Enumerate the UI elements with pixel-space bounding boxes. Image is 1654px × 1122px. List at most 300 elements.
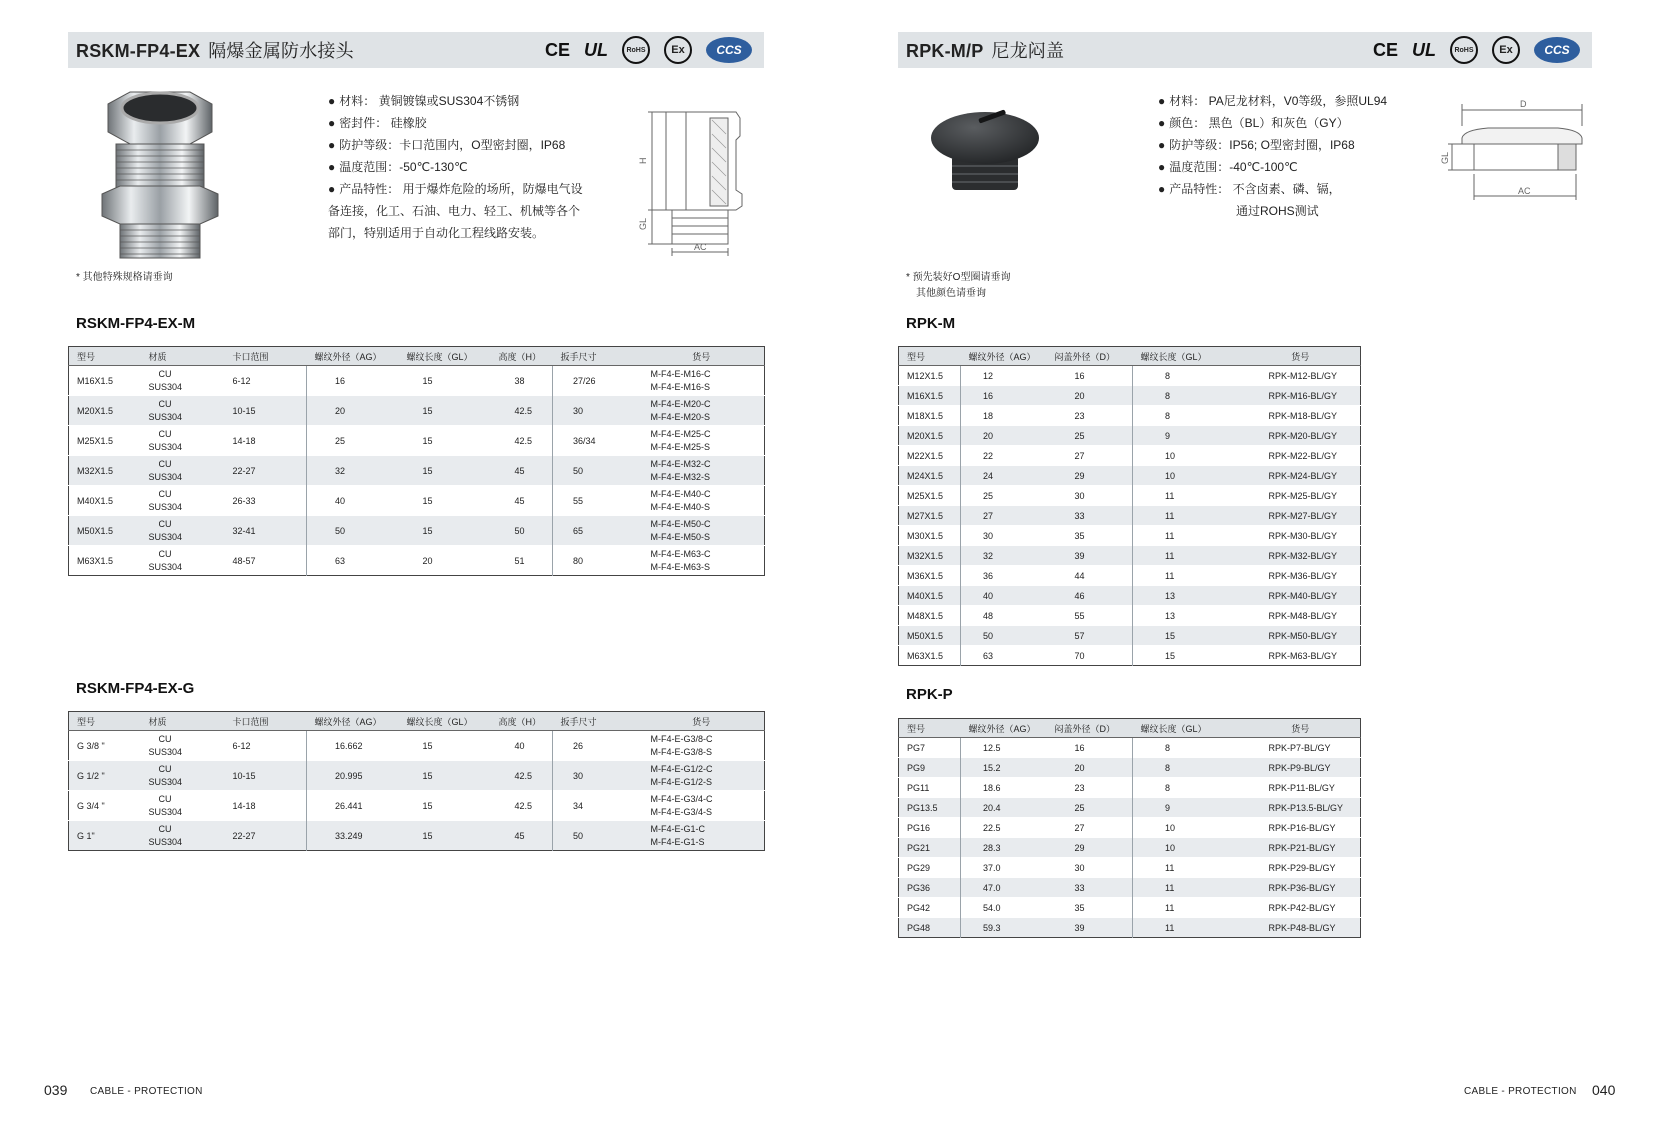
cell-code: RPK-M32-BL/GY bbox=[1233, 546, 1361, 566]
dim-gl-label: GL bbox=[1440, 151, 1450, 164]
cell-code: RPK-M24-BL/GY bbox=[1233, 466, 1361, 486]
cell-model: M18X1.5 bbox=[899, 406, 961, 426]
dim-gl-label: GL bbox=[638, 217, 648, 230]
cell-ag: 48 bbox=[961, 606, 1047, 626]
cell-model: M22X1.5 bbox=[899, 446, 961, 466]
cell-gl: 11 bbox=[1133, 486, 1233, 506]
right-title-bar bbox=[898, 32, 1592, 68]
cell-code: RPK-M25-BL/GY bbox=[1233, 486, 1361, 506]
cell-ag: 47.0 bbox=[961, 878, 1047, 898]
section-title-rpk-p: RPK-P bbox=[906, 686, 953, 703]
cell-gl: 15 bbox=[399, 761, 491, 791]
col-wrench: 扳手尺寸 bbox=[553, 712, 631, 731]
feature-characteristic: ● 产品特性： 用于爆炸危险的场所，防爆电气设 bbox=[328, 178, 583, 200]
col-material: 材质 bbox=[141, 712, 225, 731]
cell-ag: 22.5 bbox=[961, 818, 1047, 838]
ex-mark-icon: Ex bbox=[1492, 36, 1520, 64]
cell-range: 26-33 bbox=[225, 486, 307, 516]
cell-code bbox=[631, 426, 765, 456]
feature-temperature: ● 温度范围：-50℃-130℃ bbox=[328, 156, 583, 178]
cell-wrench: 36/34 bbox=[553, 426, 631, 456]
cell-wrench: 55 bbox=[553, 486, 631, 516]
left-title-bar bbox=[68, 32, 764, 68]
table-row bbox=[899, 646, 1361, 666]
cell-material bbox=[141, 426, 225, 456]
cell-range: 32-41 bbox=[225, 516, 307, 546]
cell-model: PG11 bbox=[899, 778, 961, 798]
cell-d: 20 bbox=[1047, 758, 1133, 778]
cell-range: 22-27 bbox=[225, 456, 307, 486]
cell-gl: 15 bbox=[399, 516, 491, 546]
table-row bbox=[69, 426, 765, 456]
col-height: 高度（H） bbox=[491, 712, 553, 731]
right-note bbox=[906, 270, 1010, 302]
table-row bbox=[899, 738, 1361, 758]
table-row bbox=[899, 466, 1361, 486]
material-cu: CU bbox=[158, 733, 172, 744]
table-row bbox=[69, 366, 765, 396]
cell-gl: 15 bbox=[1133, 646, 1233, 666]
cell-gl: 8 bbox=[1133, 366, 1233, 386]
note-colors: 其他颜色请垂询 bbox=[916, 288, 986, 299]
table-row bbox=[899, 878, 1361, 898]
material-cu: CU bbox=[158, 368, 172, 379]
note-oring: * 预先装好O型圈请垂询 bbox=[906, 272, 1011, 283]
cell-code: RPK-M48-BL/GY bbox=[1233, 606, 1361, 626]
cell-model: M40X1.5 bbox=[69, 486, 141, 516]
cell-gl: 20 bbox=[399, 546, 491, 576]
code-s: M-F4-E-M32-S bbox=[650, 471, 711, 482]
cell-gl: 15 bbox=[399, 426, 491, 456]
code-c: M-F4-E-M32-C bbox=[650, 458, 711, 469]
material-cu: CU bbox=[158, 518, 172, 529]
cert-logos bbox=[545, 36, 752, 64]
cell-model: M63X1.5 bbox=[899, 646, 961, 666]
table-row bbox=[899, 366, 1361, 386]
col-range: 卡口范围 bbox=[225, 347, 307, 366]
cell-model: M30X1.5 bbox=[899, 526, 961, 546]
table-row bbox=[69, 791, 765, 821]
table-row bbox=[899, 586, 1361, 606]
table-row bbox=[899, 818, 1361, 838]
col-gl: 螺纹长度（GL） bbox=[399, 347, 491, 366]
cell-height: 42.5 bbox=[491, 761, 553, 791]
cell-gl: 15 bbox=[1133, 626, 1233, 646]
cell-model: PG36 bbox=[899, 878, 961, 898]
cell-gl: 10 bbox=[1133, 818, 1233, 838]
cell-code bbox=[631, 731, 765, 761]
cell-ag: 37.0 bbox=[961, 858, 1047, 878]
gland-technical-drawing bbox=[626, 100, 766, 260]
cell-material bbox=[141, 396, 225, 426]
cell-code bbox=[631, 516, 765, 546]
ccs-mark-icon: CCS bbox=[706, 37, 752, 63]
cell-range: 6-12 bbox=[225, 731, 307, 761]
cell-material bbox=[141, 821, 225, 851]
cell-d: 39 bbox=[1047, 546, 1133, 566]
cell-d: 35 bbox=[1047, 526, 1133, 546]
table-row bbox=[899, 606, 1361, 626]
cell-gl: 8 bbox=[1133, 778, 1233, 798]
cell-gl: 11 bbox=[1133, 878, 1233, 898]
table-row bbox=[899, 758, 1361, 778]
feature-color: ● 颜色： 黑色（BL）和灰色（GY） bbox=[1158, 112, 1387, 134]
cell-ag: 59.3 bbox=[961, 918, 1047, 938]
cell-height: 38 bbox=[491, 366, 553, 396]
table-header-row bbox=[899, 347, 1361, 366]
cell-model: PG7 bbox=[899, 738, 961, 758]
cell-model: G 3/8 " bbox=[69, 731, 141, 761]
cell-model: M50X1.5 bbox=[899, 626, 961, 646]
table-row bbox=[899, 778, 1361, 798]
page-number-left: 039 bbox=[44, 1082, 68, 1098]
dim-d-label: D bbox=[1520, 99, 1527, 109]
cell-code: RPK-P21-BL/GY bbox=[1233, 838, 1361, 858]
cell-height: 42.5 bbox=[491, 791, 553, 821]
cell-range: 10-15 bbox=[225, 396, 307, 426]
table-row bbox=[69, 761, 765, 791]
cell-gl: 11 bbox=[1133, 506, 1233, 526]
table-row bbox=[69, 516, 765, 546]
table-row bbox=[899, 446, 1361, 466]
left-note: * 其他特殊规格请垂询 bbox=[76, 272, 173, 283]
code-c: M-F4-E-M16-C bbox=[650, 368, 711, 379]
cell-model: M12X1.5 bbox=[899, 366, 961, 386]
cell-ag: 16 bbox=[961, 386, 1047, 406]
cell-ag: 16.662 bbox=[307, 731, 399, 761]
ul-mark-icon: UL bbox=[584, 39, 608, 60]
cell-wrench: 30 bbox=[553, 396, 631, 426]
cell-d: 25 bbox=[1047, 426, 1133, 446]
dim-ac-label: AC bbox=[1518, 186, 1531, 196]
code-s: M-F4-E-M20-S bbox=[650, 411, 711, 422]
table-row bbox=[899, 898, 1361, 918]
material-cu: CU bbox=[158, 823, 172, 834]
cell-model: PG9 bbox=[899, 758, 961, 778]
cell-wrench: 50 bbox=[553, 456, 631, 486]
code-c: M-F4-E-G1-C bbox=[650, 823, 705, 834]
table-row bbox=[69, 486, 765, 516]
material-cu: CU bbox=[158, 793, 172, 804]
cell-gl: 11 bbox=[1133, 566, 1233, 586]
cell-ag: 22 bbox=[961, 446, 1047, 466]
rpk-p-table bbox=[898, 718, 1361, 938]
cell-gl: 15 bbox=[399, 366, 491, 396]
cell-gl: 15 bbox=[399, 486, 491, 516]
cell-wrench: 27/26 bbox=[553, 366, 631, 396]
cell-ag: 63 bbox=[961, 646, 1047, 666]
cell-ag: 50 bbox=[961, 626, 1047, 646]
cell-gl: 8 bbox=[1133, 386, 1233, 406]
cell-model: M48X1.5 bbox=[899, 606, 961, 626]
col-d: 闷盖外径（D） bbox=[1047, 347, 1133, 366]
cell-material bbox=[141, 366, 225, 396]
feature-characteristic: ● 产品特性： 不含卤素、磷、镉， bbox=[1158, 178, 1387, 200]
cell-model: M20X1.5 bbox=[69, 396, 141, 426]
cell-model: M32X1.5 bbox=[69, 456, 141, 486]
table-row bbox=[69, 396, 765, 426]
page-title: RPK-M/P 尼龙闷盖 bbox=[906, 41, 1065, 61]
cell-d: 33 bbox=[1047, 878, 1133, 898]
cert-logos bbox=[1373, 36, 1580, 64]
cell-code bbox=[631, 761, 765, 791]
code-c: M-F4-E-M63-C bbox=[650, 548, 711, 559]
cell-model: PG29 bbox=[899, 858, 961, 878]
cell-gl: 11 bbox=[1133, 526, 1233, 546]
table-row bbox=[899, 546, 1361, 566]
rskm-g-table bbox=[68, 711, 765, 851]
cell-model: M36X1.5 bbox=[899, 566, 961, 586]
cell-d: 70 bbox=[1047, 646, 1133, 666]
cell-d: 33 bbox=[1047, 506, 1133, 526]
cell-gl: 15 bbox=[399, 396, 491, 426]
cell-code bbox=[631, 546, 765, 576]
code-c: M-F4-E-G3/4-C bbox=[650, 793, 713, 804]
table-header-row bbox=[69, 347, 765, 366]
cell-range: 14-18 bbox=[225, 426, 307, 456]
cell-d: 27 bbox=[1047, 446, 1133, 466]
cell-material bbox=[141, 456, 225, 486]
cell-model: PG48 bbox=[899, 918, 961, 938]
cell-d: 30 bbox=[1047, 486, 1133, 506]
cell-gl: 10 bbox=[1133, 446, 1233, 466]
code-s: M-F4-E-M63-S bbox=[650, 561, 711, 572]
cell-gl: 8 bbox=[1133, 758, 1233, 778]
cell-code: RPK-P9-BL/GY bbox=[1233, 758, 1361, 778]
col-model: 型号 bbox=[899, 719, 961, 738]
cell-d: 23 bbox=[1047, 778, 1133, 798]
cell-ag: 18.6 bbox=[961, 778, 1047, 798]
cell-ag: 20.4 bbox=[961, 798, 1047, 818]
cell-model: M50X1.5 bbox=[69, 516, 141, 546]
col-model: 型号 bbox=[69, 347, 141, 366]
cell-model: M16X1.5 bbox=[899, 386, 961, 406]
code-s: M-F4-E-G1/2-S bbox=[650, 776, 713, 787]
cell-height: 42.5 bbox=[491, 396, 553, 426]
cell-gl: 15 bbox=[399, 731, 491, 761]
cell-ag: 30 bbox=[961, 526, 1047, 546]
right-feature-list bbox=[1158, 90, 1387, 222]
cell-d: 27 bbox=[1047, 818, 1133, 838]
cell-height: 51 bbox=[491, 546, 553, 576]
table-row bbox=[69, 821, 765, 851]
cell-ag: 63 bbox=[307, 546, 399, 576]
dim-ac-label: AC bbox=[694, 242, 707, 252]
cell-code: RPK-M40-BL/GY bbox=[1233, 586, 1361, 606]
cell-model: G 3/4 " bbox=[69, 791, 141, 821]
col-ag: 螺纹外径（AG） bbox=[307, 347, 399, 366]
col-height: 高度（H） bbox=[491, 347, 553, 366]
col-range: 卡口范围 bbox=[225, 712, 307, 731]
code-s: M-F4-E-M16-S bbox=[650, 381, 711, 392]
footer-right: CABLE - PROTECTION bbox=[1464, 1086, 1577, 1097]
cell-range: 22-27 bbox=[225, 821, 307, 851]
col-code: 货号 bbox=[631, 347, 765, 366]
code-s: M-F4-E-G1-S bbox=[650, 836, 705, 847]
cell-gl: 11 bbox=[1133, 918, 1233, 938]
code-s: M-F4-E-G3/8-S bbox=[650, 746, 713, 757]
cell-gl: 8 bbox=[1133, 406, 1233, 426]
cell-gl: 10 bbox=[1133, 838, 1233, 858]
code-c: M-F4-E-M40-C bbox=[650, 488, 711, 499]
nylon-plug-product-image bbox=[920, 100, 1050, 200]
page-number-right: 040 bbox=[1592, 1082, 1616, 1098]
table-row bbox=[69, 731, 765, 761]
ex-mark-icon: Ex bbox=[664, 36, 692, 64]
code-s: M-F4-E-M25-S bbox=[650, 441, 711, 452]
cell-d: 23 bbox=[1047, 406, 1133, 426]
material-sus: SUS304 bbox=[148, 471, 183, 482]
feature-protection: ● 防护等级：IP56; O型密封圈，IP68 bbox=[1158, 134, 1387, 156]
table-row bbox=[899, 526, 1361, 546]
cell-material bbox=[141, 791, 225, 821]
table-row bbox=[899, 426, 1361, 446]
col-gl: 螺纹长度（GL） bbox=[1133, 719, 1233, 738]
cell-range: 10-15 bbox=[225, 761, 307, 791]
cell-code: RPK-P7-BL/GY bbox=[1233, 738, 1361, 758]
material-cu: CU bbox=[158, 488, 172, 499]
material-sus: SUS304 bbox=[148, 746, 183, 757]
cell-ag: 36 bbox=[961, 566, 1047, 586]
material-cu: CU bbox=[158, 548, 172, 559]
cell-gl: 8 bbox=[1133, 738, 1233, 758]
table-row bbox=[899, 486, 1361, 506]
cell-code bbox=[631, 791, 765, 821]
cell-code: RPK-M12-BL/GY bbox=[1233, 366, 1361, 386]
cell-gl: 10 bbox=[1133, 466, 1233, 486]
cell-gl: 13 bbox=[1133, 586, 1233, 606]
cell-code: RPK-M20-BL/GY bbox=[1233, 426, 1361, 446]
col-code: 货号 bbox=[1233, 719, 1361, 738]
col-ag: 螺纹外径（AG） bbox=[961, 719, 1047, 738]
cell-code: RPK-P36-BL/GY bbox=[1233, 878, 1361, 898]
table-row bbox=[899, 838, 1361, 858]
cell-wrench: 50 bbox=[553, 821, 631, 851]
material-sus: SUS304 bbox=[148, 411, 183, 422]
cell-gl: 11 bbox=[1133, 546, 1233, 566]
cell-d: 55 bbox=[1047, 606, 1133, 626]
cell-d: 35 bbox=[1047, 898, 1133, 918]
cell-model: M16X1.5 bbox=[69, 366, 141, 396]
table-row bbox=[899, 386, 1361, 406]
cell-d: 16 bbox=[1047, 738, 1133, 758]
table-row bbox=[69, 546, 765, 576]
cell-d: 25 bbox=[1047, 798, 1133, 818]
cell-range: 6-12 bbox=[225, 366, 307, 396]
code-s: M-F4-E-M50-S bbox=[650, 531, 711, 542]
material-cu: CU bbox=[158, 428, 172, 439]
cell-range: 48-57 bbox=[225, 546, 307, 576]
cell-code: RPK-M63-BL/GY bbox=[1233, 646, 1361, 666]
cell-gl: 11 bbox=[1133, 898, 1233, 918]
col-model: 型号 bbox=[899, 347, 961, 366]
cell-d: 30 bbox=[1047, 858, 1133, 878]
cell-model: M40X1.5 bbox=[899, 586, 961, 606]
cell-height: 45 bbox=[491, 821, 553, 851]
cell-ag: 25 bbox=[961, 486, 1047, 506]
cell-material bbox=[141, 516, 225, 546]
cell-model: PG42 bbox=[899, 898, 961, 918]
cell-material bbox=[141, 486, 225, 516]
cell-code: RPK-M36-BL/GY bbox=[1233, 566, 1361, 586]
col-code: 货号 bbox=[631, 712, 765, 731]
code-c: M-F4-E-M50-C bbox=[650, 518, 711, 529]
metal-gland-product-image bbox=[90, 86, 230, 266]
cell-ag: 27 bbox=[961, 506, 1047, 526]
cell-wrench: 80 bbox=[553, 546, 631, 576]
col-d: 闷盖外径（D） bbox=[1047, 719, 1133, 738]
plug-technical-drawing bbox=[1428, 96, 1588, 206]
material-sus: SUS304 bbox=[148, 381, 183, 392]
col-material: 材质 bbox=[141, 347, 225, 366]
cell-d: 57 bbox=[1047, 626, 1133, 646]
col-gl: 螺纹长度（GL） bbox=[1133, 347, 1233, 366]
cell-model: M63X1.5 bbox=[69, 546, 141, 576]
material-cu: CU bbox=[158, 763, 172, 774]
cell-code: RPK-M27-BL/GY bbox=[1233, 506, 1361, 526]
col-ag: 螺纹外径（AG） bbox=[307, 712, 399, 731]
cell-ag: 20.995 bbox=[307, 761, 399, 791]
code-c: M-F4-E-G3/8-C bbox=[650, 733, 713, 744]
left-feature-list bbox=[328, 90, 583, 244]
section-title-rpk-m: RPK-M bbox=[906, 315, 956, 332]
cell-d: 46 bbox=[1047, 586, 1133, 606]
cell-ag: 32 bbox=[961, 546, 1047, 566]
material-sus: SUS304 bbox=[148, 561, 183, 572]
cell-d: 44 bbox=[1047, 566, 1133, 586]
cell-code: RPK-P48-BL/GY bbox=[1233, 918, 1361, 938]
cell-d: 16 bbox=[1047, 366, 1133, 386]
cell-gl: 9 bbox=[1133, 426, 1233, 446]
material-sus: SUS304 bbox=[148, 531, 183, 542]
feature-material: ● 材料： 黄铜镀镍或SUS304不锈钢 bbox=[328, 90, 583, 112]
cell-code bbox=[631, 821, 765, 851]
table-row bbox=[899, 566, 1361, 586]
table-row bbox=[899, 918, 1361, 938]
ce-mark-icon: CE bbox=[1372, 39, 1398, 60]
cell-height: 45 bbox=[491, 486, 553, 516]
cell-d: 29 bbox=[1047, 466, 1133, 486]
section-title-rskm-g: RSKM-FP4-EX-G bbox=[76, 680, 195, 697]
table-row bbox=[69, 456, 765, 486]
cell-model: M25X1.5 bbox=[69, 426, 141, 456]
cell-height: 50 bbox=[491, 516, 553, 546]
cell-ag: 18 bbox=[961, 406, 1047, 426]
cell-code: RPK-M30-BL/GY bbox=[1233, 526, 1361, 546]
feature-characteristic-cont: 通过ROHS测试 bbox=[1236, 204, 1319, 218]
cell-model: PG21 bbox=[899, 838, 961, 858]
table-row bbox=[899, 406, 1361, 426]
cell-ag: 20 bbox=[307, 396, 399, 426]
cell-ag: 25 bbox=[307, 426, 399, 456]
col-ag: 螺纹外径（AG） bbox=[961, 347, 1047, 366]
cell-gl: 15 bbox=[399, 791, 491, 821]
code-s: M-F4-E-G3/4-S bbox=[650, 806, 713, 817]
cell-code: RPK-M18-BL/GY bbox=[1233, 406, 1361, 426]
ce-mark-icon: CE bbox=[544, 39, 570, 60]
feature-characteristic-cont: 部门，特别适用于自动化工程线路安装。 bbox=[328, 226, 545, 240]
cell-ag: 16 bbox=[307, 366, 399, 396]
cell-gl: 15 bbox=[399, 456, 491, 486]
cell-range: 14-18 bbox=[225, 791, 307, 821]
page-title: RSKM-FP4-EX 隔爆金属防水接头 bbox=[76, 41, 354, 61]
cell-height: 45 bbox=[491, 456, 553, 486]
cell-code bbox=[631, 366, 765, 396]
cell-ag: 32 bbox=[307, 456, 399, 486]
cell-ag: 54.0 bbox=[961, 898, 1047, 918]
cell-model: M20X1.5 bbox=[899, 426, 961, 446]
cell-wrench: 34 bbox=[553, 791, 631, 821]
